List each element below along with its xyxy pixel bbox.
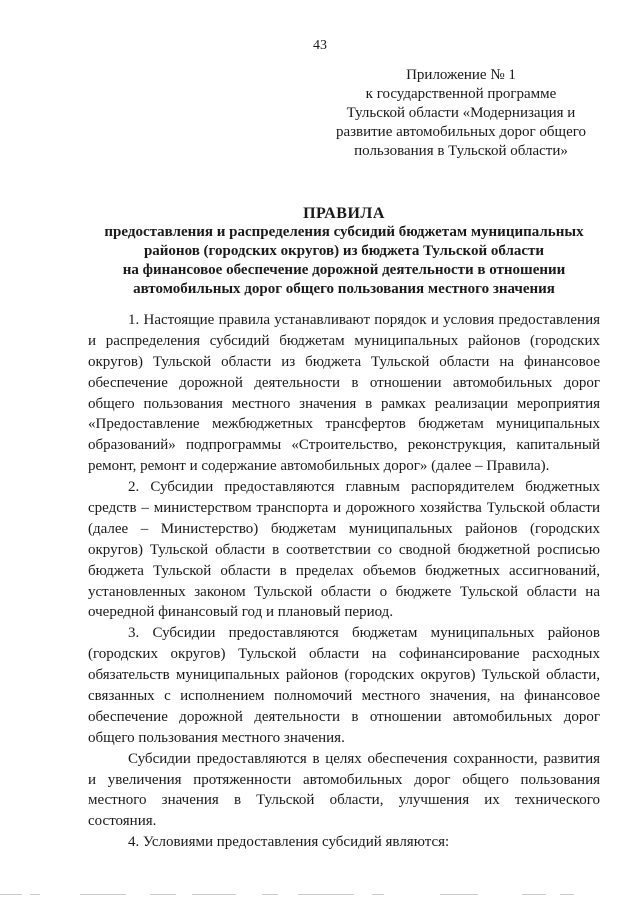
paragraph-2 bbox=[88, 477, 600, 623]
text-line: ремонт, ремонт и содержание автомобильных дорог» (далее – Правила). bbox=[88, 458, 550, 475]
text-line: обеспечение дорожной деятельности в отношении автомобильных дорог bbox=[88, 708, 600, 725]
title-main: ПРАВИЛА bbox=[303, 205, 385, 222]
text-line: обязательств муниципальных районов (городских округов) Тульской области, bbox=[88, 667, 600, 684]
text-line: «Предоставление межбюджетных трансфертов бюджетам муниципальных bbox=[88, 416, 600, 433]
text-line: состояния. bbox=[88, 813, 157, 830]
appendix-line: Тульской области «Модернизация и bbox=[346, 105, 576, 121]
text-line: местного значения в Тульской области, улучшения их технического bbox=[88, 792, 600, 809]
title-sub-line: автомобильных дорог общего пользования местного значения bbox=[133, 281, 555, 297]
page-number: 43 bbox=[313, 38, 327, 53]
title-subtitle bbox=[88, 223, 600, 299]
document-title bbox=[88, 204, 600, 299]
text-line: установленных законом Тульской области о бюджете Тульской области на bbox=[88, 583, 600, 600]
text-line: 1. Настоящие правила устанавливают порядок и условия предоставления bbox=[128, 312, 600, 328]
appendix-line: к государственной программе bbox=[365, 86, 557, 102]
text-line: 3. Субсидии предоставляются бюджетам муниципальных районов bbox=[128, 625, 600, 642]
text-line: 2. Субсидии предоставляются главным распорядителем бюджетных bbox=[128, 479, 600, 496]
text-line: 4. Условиями предоставления субсидий являются: bbox=[128, 834, 450, 851]
text-line: очередной финансовый год и плановый период. bbox=[88, 604, 394, 621]
document-body bbox=[88, 310, 600, 853]
text-line: и увеличения протяженности автомобильных дорог общего пользования bbox=[88, 771, 600, 788]
text-line: Субсидии предоставляются в целях обеспечения сохранности, развития bbox=[128, 750, 600, 767]
scan-edge-noise bbox=[0, 893, 640, 897]
paragraph-3 bbox=[88, 623, 600, 748]
appendix-header bbox=[320, 66, 602, 161]
text-line: связанных с исполнением полномочий местного значения, на финансовое bbox=[88, 688, 600, 705]
text-line: и распределения субсидий бюджетам муниципальных районов (городских bbox=[88, 332, 600, 349]
text-line: общего пользования местного значения. bbox=[88, 729, 345, 746]
appendix-line: пользования в Тульской области» bbox=[354, 143, 568, 159]
text-line: общего пользования местного значения в рамках реализации мероприятия bbox=[88, 395, 600, 412]
text-line: образований» подпрограммы «Строительство, реконструкция, капитальный bbox=[88, 437, 600, 454]
text-line: средств – министерством транспорта и дорожного хозяйства Тульской области bbox=[88, 500, 600, 517]
paragraph-4 bbox=[88, 749, 600, 833]
text-line: округов) Тульской области из бюджета Тульской области на финансовое bbox=[88, 353, 600, 370]
paragraph-1 bbox=[88, 310, 600, 477]
title-sub-line: районов (городских округов) из бюджета Тульской области bbox=[143, 243, 545, 259]
title-sub-line: предоставления и распределения субсидий бюджетам муниципальных bbox=[104, 224, 584, 240]
text-line: обеспечение дорожной деятельности в отношении автомобильных дорог bbox=[88, 374, 600, 391]
appendix-line: Приложение № 1 bbox=[406, 67, 516, 83]
text-line: бюджета Тульской области в пределах объемов бюджетных ассигнований, bbox=[88, 562, 600, 579]
text-line: (далее – Министерство) бюджетам муниципальных районов (городских bbox=[88, 520, 600, 537]
appendix-line: развитие автомобильных дорог общего bbox=[335, 124, 587, 140]
title-sub-line: на финансовое обеспечение дорожной деятельности в отношении bbox=[122, 262, 566, 278]
text-line: округов) Тульской области в соответствии со сводной бюджетной росписью bbox=[88, 541, 600, 558]
text-line: (городских округов) Тульской области на софинансирование расходных bbox=[88, 646, 600, 663]
paragraph-5 bbox=[88, 832, 600, 853]
